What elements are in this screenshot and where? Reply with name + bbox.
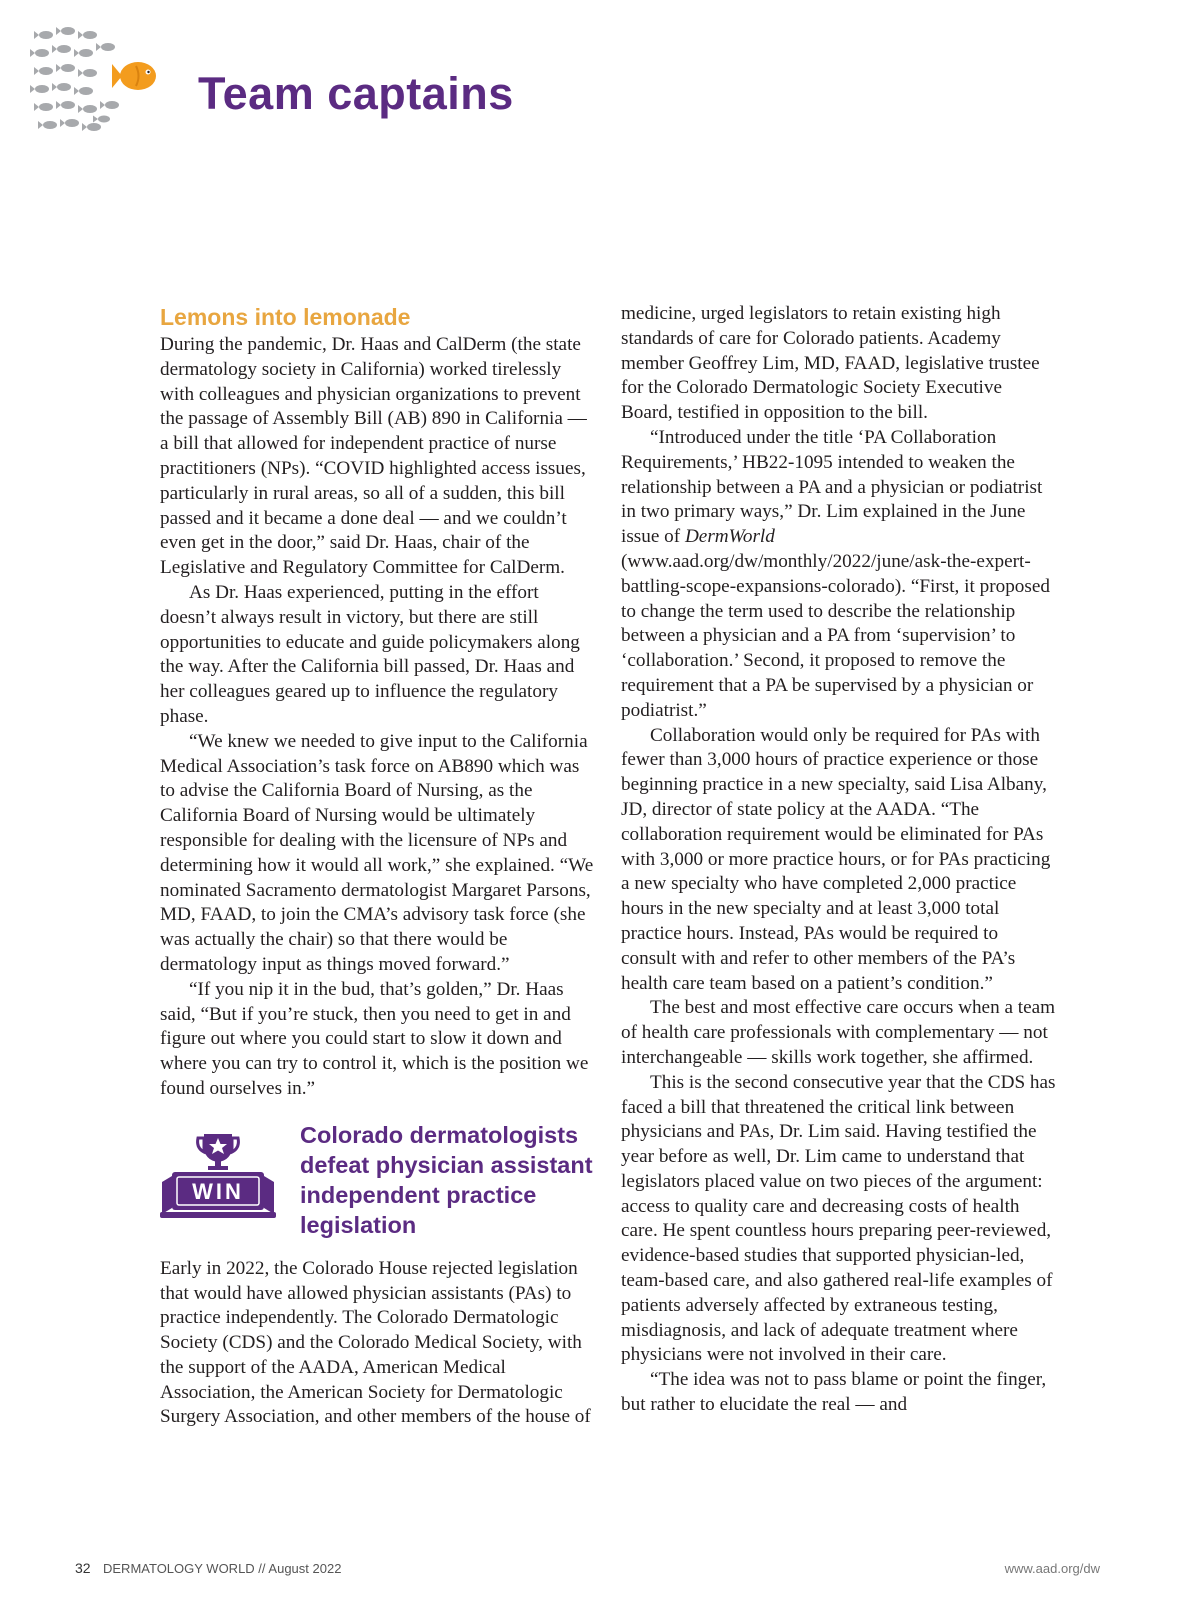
fish-school-icon [30, 18, 160, 148]
paragraph: medicine, urged legislators to retain existing high standards of care for Colorado patients. Academy member Geoffrey Lim, MD, FAAD, legislative trustee for the Colorado Dermatologic Society Executive Board, testified in opposition to the bill. [621, 303, 1040, 424]
paragraph-text: (www.aad.org/dw/monthly/2022/june/ask-the-expert-battling-scope-expansions-colorado). “First, it proposed to change the term used to describe the relationship between a physician and a PA from ‘supervision’ to ‘collaboration.’ Second, it proposed to remove the requirement that a PA be supervised by a physician or podiatrist.” [621, 550, 1050, 721]
colorado-section-header [160, 1120, 598, 1249]
paragraph [621, 426, 1057, 724]
paragraph-text: “Introduced under the title ‘PA Collaboration Requirements,’ HB22-1095 intended to weaken the relationship between a PA and a physician or podiatrist in two primary ways,” Dr. Lim explained in the June issue of [621, 426, 1043, 548]
paragraph: “If you nip it in the bud, that’s golden,” Dr. Haas said, “But if you’re stuck, then you need to get in and figure out where you could start to slow it down and where you can try to control it, which is the position we found ourselves in.” [160, 978, 589, 1099]
trophy-win-icon [160, 1132, 276, 1220]
paragraph: Collaboration would only be required for PAs with fewer than 3,000 hours of practice experience or those beginning practice in a new specialty, said Lisa Albany, JD, director of state policy at the AADA. “The collaboration requirement would be eliminated for PAs with 3,000 or more practice hours, or for PAs practicing a new specialty who have completed 2,000 practice hours in the new specialty and at least 3,000 total practice hours. Instead, PAs would be required to consult with and refer to other members of the PA’s health care team based on a patient’s condition.” [621, 724, 1051, 994]
paragraph: This is the second consecutive year that the CDS has faced a bill that threatened the critical link between physicians and PAs, Dr. Lim said. Having testified the year before as well, Dr. Lim came to understand that legislators placed value on two pieces of the argument: access to quality care and decreasing costs of health care. He spent countless hours preparing peer-reviewed, evidence-based studies that supported physician-led, team-based care, and also gathered real-life examples of patients adversely affected by extraneous testing, misdiagnosis, and lack of adequate treatment where physicians were not involved in their care. [621, 1071, 1056, 1366]
win-badge-label: WIN [192, 1178, 244, 1204]
paragraph: As Dr. Haas experienced, putting in the effort doesn’t always result in victory, but there are still opportunities to educate and guide policymakers along the way. After the California bill passed, Dr. Haas and her colleagues geared up to influence the regulatory phase. [160, 581, 580, 727]
section-heading-lemons: Lemons into lemonade [160, 304, 411, 330]
right-column [621, 302, 1057, 1418]
masthead [30, 18, 630, 148]
paragraph: The best and most effective care occurs when a team of health care professionals with complementary — not interchangeable — skills work together, she affirmed. [621, 997, 1056, 1068]
section-heading-colorado: Colorado dermatologists defeat physician assistant independent practice legislation [300, 1121, 593, 1238]
page-number: 32 [75, 1560, 91, 1576]
page-title: Team captains [198, 68, 514, 119]
footer-url[interactable]: www.aad.org/dw [1004, 1561, 1100, 1576]
publication-info: DERMATOLOGY WORLD // August 2022 [103, 1561, 342, 1576]
page-footer [75, 1560, 1100, 1580]
paragraph: During the pandemic, Dr. Haas and CalDerm (the state dermatology society in California) worked tirelessly with colleagues and physician organizations to prevent the passage of Assembly Bill (AB) 890 in California — a bill that allowed for independent practice of nurse practitioners (NPs). “COVID highlighted access issues, particularly in rural areas, so all of a sudden, this bill passed and it became a done deal — and we couldn’t even get in the door,” said Dr. Haas, chair of the Legislative and Regulatory Committee for CalDerm. [160, 334, 587, 579]
left-column [160, 302, 598, 1430]
paragraph: “We knew we needed to give input to the California Medical Association’s task force on AB890 which was to advise the California Board of Nursing, as the California Board of Nursing would be ultimately responsible for dealing with the licensure of NPs and determining how it would all work,” she explained. “We nominated Sacramento dermatologist Margaret Parsons, MD, FAAD, to join the CMA’s advisory task force (she was actually the chair) so that there would be dermatology input as things moved forward.” [160, 730, 594, 975]
paragraph: “The idea was not to pass blame or point the finger, but rather to elucidate the real — and [621, 1369, 1047, 1416]
paragraph: Early in 2022, the Colorado House rejected legislation that would have allowed physician assistants (PAs) to practice independently. The Colorado Dermatologic Society (CDS) and the Colorado Medical Society, with the support of the AADA, American Medical Association, the American Society for Dermatologic Surgery Association, and other members of the house of [160, 1257, 591, 1428]
publication-name: DermWorld [684, 526, 775, 548]
